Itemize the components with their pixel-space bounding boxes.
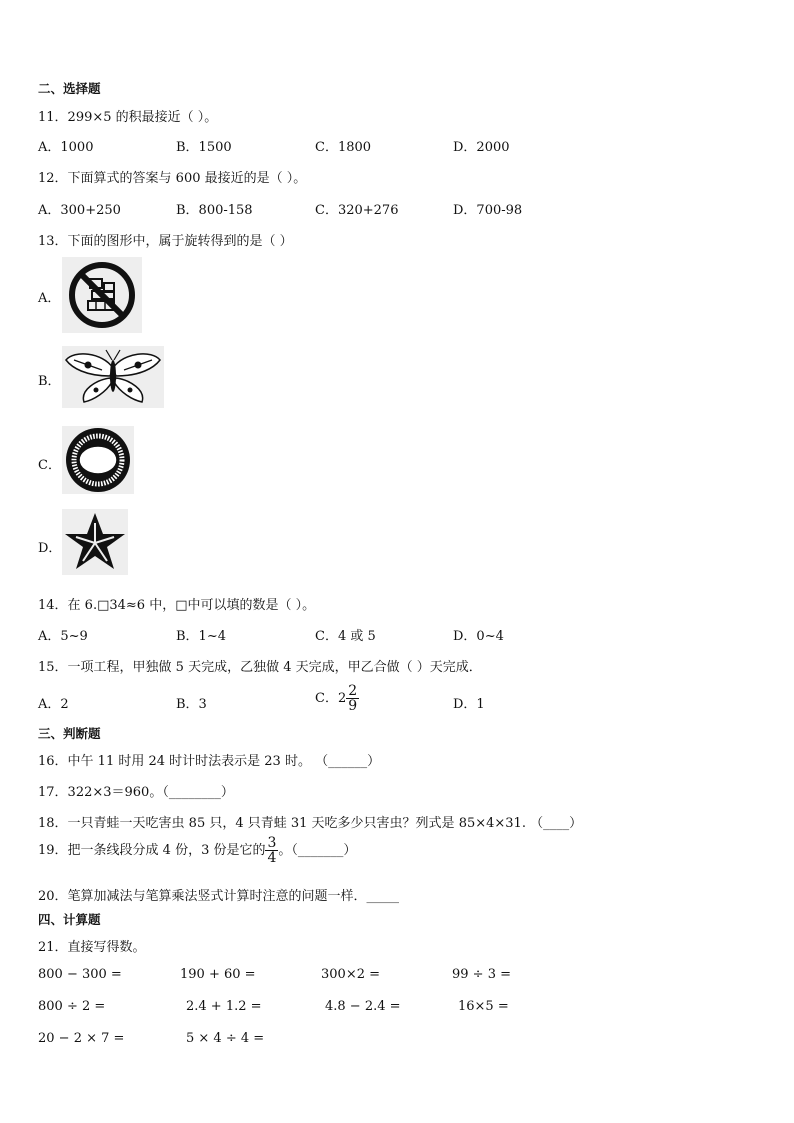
star-icon <box>62 509 128 575</box>
q13-label-d: D． <box>38 541 62 556</box>
q12-option-a: A．300+250 <box>38 203 121 218</box>
q13-label-c: C． <box>38 458 61 473</box>
calc-item: 4.8 − 2.4 = <box>325 999 401 1014</box>
q15-option-c <box>315 684 359 713</box>
question-21: 21．直接写得数。 <box>38 940 146 955</box>
calc-item: 800 − 300 = <box>38 967 122 982</box>
q12-option-c: C．320+276 <box>315 203 399 218</box>
q15-option-c-fraction <box>346 684 359 713</box>
question-19 <box>38 836 356 865</box>
fraction-denominator: 4 <box>267 850 277 866</box>
question-14: 14．在 6.□34≈6 中，□中可以填的数是（ ）。 <box>38 598 316 613</box>
q13-label-b: B． <box>38 374 61 389</box>
no-stacking-sign-icon <box>62 257 142 333</box>
q19-text-after: 。（_______） <box>278 843 357 858</box>
q14-option-b: B．1~4 <box>176 629 226 644</box>
section-heading-calc: 四、计算题 <box>38 912 101 927</box>
q11-option-b: B．1500 <box>176 140 232 155</box>
q11-option-d: D．2000 <box>453 140 510 155</box>
q19-fraction <box>265 836 278 865</box>
q15-option-c-prefix: C．2 <box>315 691 347 706</box>
section-heading-choice: 二、选择题 <box>38 81 101 96</box>
question-15: 15．一项工程，甲独做 5 天完成，乙独做 4 天完成，甲乙合做（ ）天完成． <box>38 660 482 675</box>
section-heading-judge: 三、判断题 <box>38 726 101 741</box>
calc-item: 2.4 + 1.2 = <box>186 999 262 1014</box>
q15-option-b: B．3 <box>176 697 207 712</box>
calc-item: 20 − 2 × 7 = <box>38 1031 125 1046</box>
butterfly-icon <box>62 346 164 408</box>
question-12: 12．下面算式的答案与 600 最接近的是（ ）。 <box>38 171 307 186</box>
question-16: 16．中午 11 时用 24 时计时法表示是 23 时。 （______） <box>38 754 381 769</box>
calc-item: 190 + 60 = <box>180 967 256 982</box>
calc-item: 5 × 4 ÷ 4 = <box>186 1031 265 1046</box>
fraction-denominator: 9 <box>348 698 358 714</box>
q12-option-b: B．800-158 <box>176 203 253 218</box>
q15-option-a: A．2 <box>38 697 69 712</box>
q11-option-a: A．1000 <box>38 140 94 155</box>
gear-ring-icon <box>62 426 134 494</box>
q14-option-a: A．5~9 <box>38 629 88 644</box>
calc-item: 800 ÷ 2 = <box>38 999 106 1014</box>
fraction-numerator: 2 <box>348 683 358 699</box>
calc-item: 16×5 = <box>458 999 509 1014</box>
q14-option-c: C．4 或 5 <box>315 629 376 644</box>
question-17: 17．322×3＝960。（________） <box>38 785 234 800</box>
question-18: 18．一只青蛙一天吃害虫 85 只，4 只青蛙 31 天吃多少只害虫？列式是 85×4×31. （____） <box>38 816 583 831</box>
q19-text-before: 19．把一条线段分成 4 份，3 份是它的 <box>38 843 266 858</box>
calc-item: 99 ÷ 3 = <box>452 967 511 982</box>
q12-option-d: D．700-98 <box>453 203 523 218</box>
fraction-numerator: 3 <box>267 835 277 851</box>
q13-label-a: A． <box>38 291 61 306</box>
calc-item: 300×2 = <box>321 967 381 982</box>
q14-option-d: D．0~4 <box>453 629 504 644</box>
question-11: 11．299×5 的积最接近（ ）。 <box>38 110 218 125</box>
question-20: 20．笔算加减法与笔算乘法竖式计算时注意的问题一样．_____ <box>38 889 400 904</box>
q11-option-c: C．1800 <box>315 140 372 155</box>
question-13: 13．下面的图形中，属于旋转得到的是（ ） <box>38 234 293 249</box>
q15-option-d: D．1 <box>453 697 485 712</box>
